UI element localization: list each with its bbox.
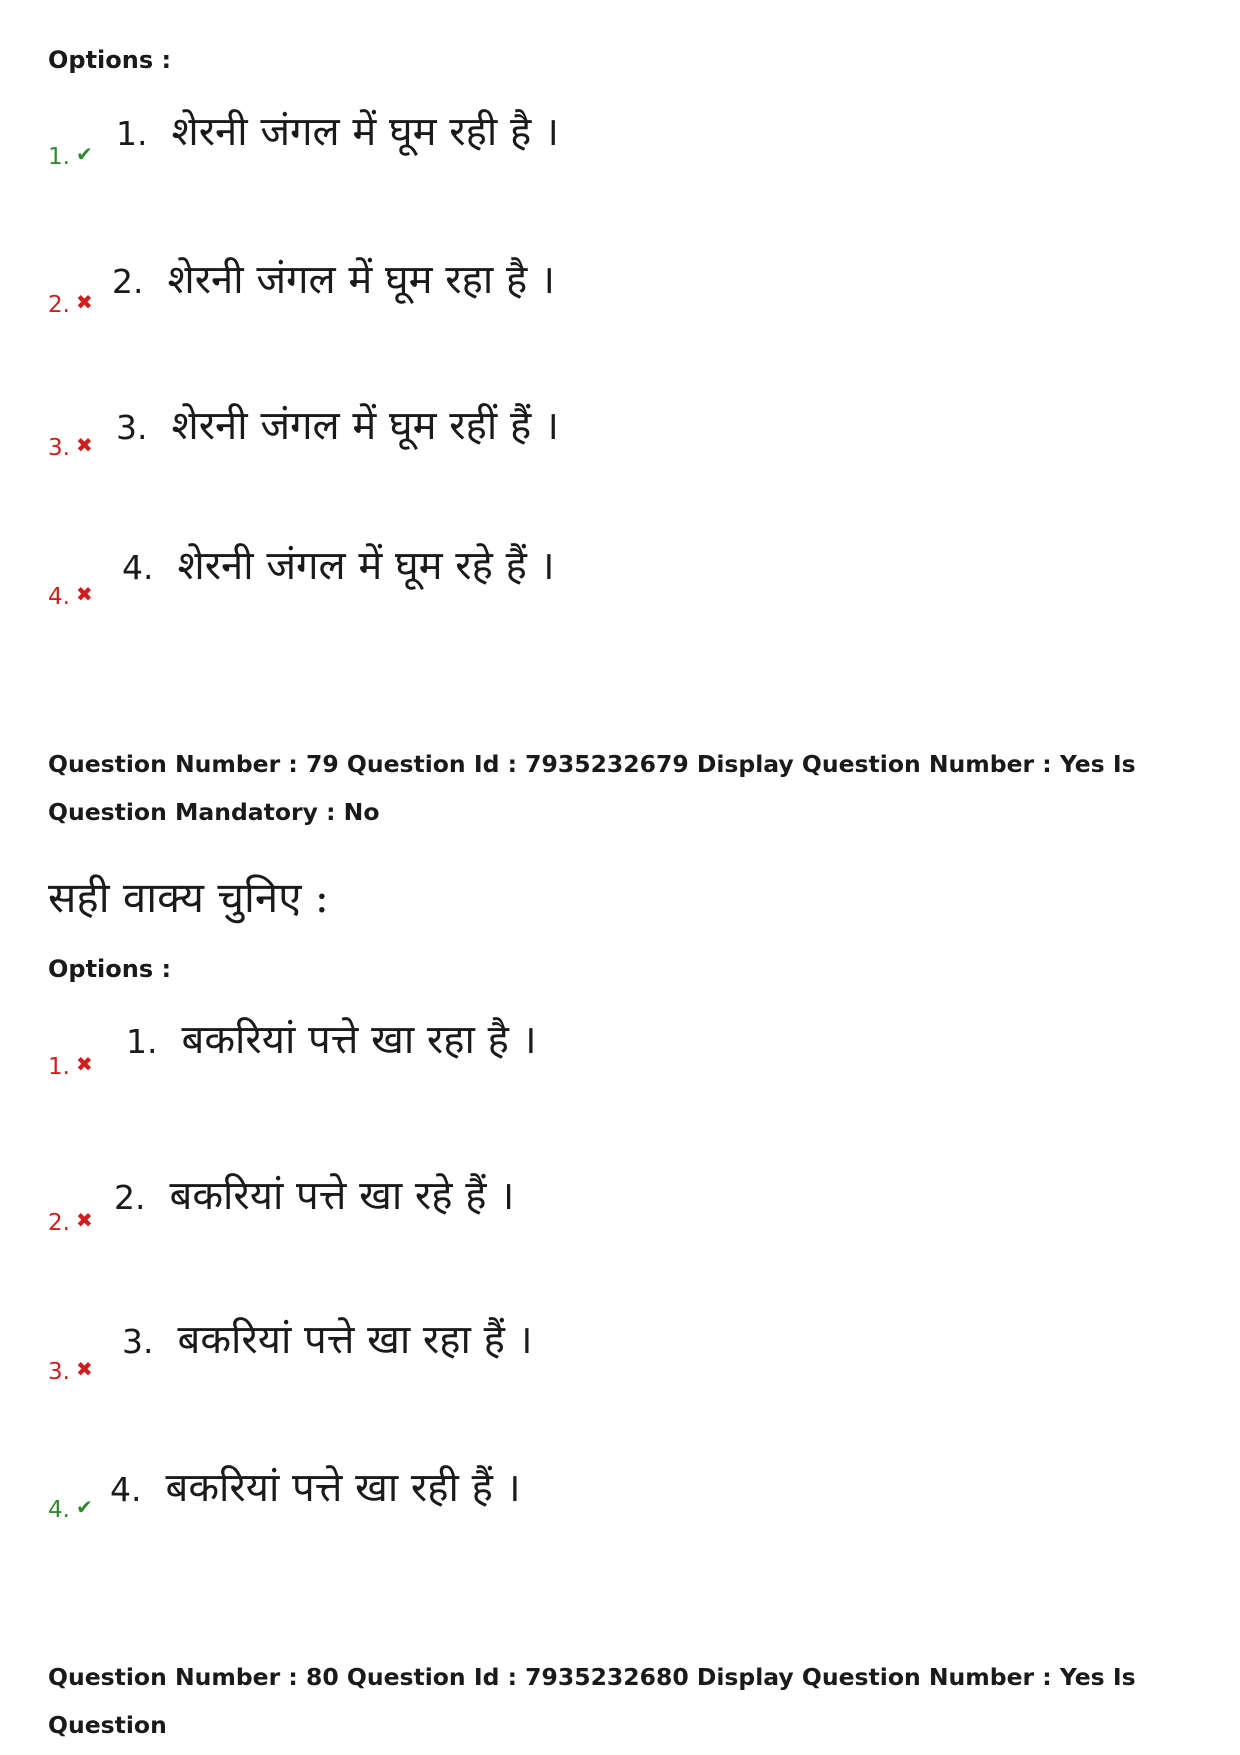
sentence-text: शेरनी जंगल में घूम रहा है । <box>167 257 556 303</box>
option-sentence <box>116 102 559 157</box>
option-marker <box>48 142 93 170</box>
sentence-number: 3. <box>116 408 148 447</box>
option-sentence <box>112 250 555 305</box>
sentence-number: 4. <box>122 548 154 587</box>
option-marker <box>48 582 93 610</box>
cross-icon: ✖ <box>75 1052 93 1076</box>
option-sentence <box>122 536 555 591</box>
sentence-text: शेरनी जंगल में घूम रहे हैं । <box>177 543 555 589</box>
sentence-text: शेरनी जंगल में घूम रहीं हैं । <box>171 403 560 449</box>
option-index: 4. <box>48 584 70 610</box>
sentence-number: 2. <box>112 262 144 301</box>
option-sentence <box>116 396 559 451</box>
option-sentence <box>114 1166 514 1221</box>
options-label: Options : <box>48 955 172 983</box>
option-marker <box>48 1495 93 1523</box>
option-index: 3. <box>48 435 70 461</box>
option-index: 1. <box>48 144 70 170</box>
question-prompt: सही वाक्य चुनिए : <box>48 873 329 922</box>
option-sentence <box>126 1010 537 1065</box>
option-sentence <box>122 1310 533 1365</box>
option-marker <box>48 433 93 461</box>
option-marker <box>48 1357 93 1385</box>
question-meta: Question Number : 79 Question Id : 7935232679 Display Question Number : Yes Is Question Mandatory : No <box>48 750 1136 826</box>
sentence-text: बकरियां पत्ते खा रहा हैं । <box>177 1317 533 1363</box>
sentence-number: 3. <box>122 1322 154 1361</box>
cross-icon: ✖ <box>75 290 93 314</box>
sentence-text: शेरनी जंगल में घूम रही है । <box>171 109 560 155</box>
options-label: Options : <box>48 46 172 74</box>
cross-icon: ✖ <box>75 433 93 457</box>
option-index: 4. <box>48 1497 70 1523</box>
sentence-text: बकरियां पत्ते खा रहा है । <box>181 1017 537 1063</box>
sentence-number: 1. <box>116 114 148 153</box>
option-marker <box>48 1208 93 1236</box>
check-icon: ✔ <box>75 142 93 166</box>
sentence-number: 2. <box>114 1178 146 1217</box>
check-icon: ✔ <box>75 1495 93 1519</box>
option-index: 1. <box>48 1054 70 1080</box>
option-marker <box>48 290 93 318</box>
option-sentence <box>110 1458 521 1513</box>
sentence-text: बकरियां पत्ते खा रही हैं । <box>165 1465 521 1511</box>
cross-icon: ✖ <box>75 1357 93 1381</box>
sentence-text: बकरियां पत्ते खा रहे हैं । <box>169 1173 515 1219</box>
option-index: 2. <box>48 292 70 318</box>
option-marker <box>48 1052 93 1080</box>
sentence-number: 1. <box>126 1022 158 1061</box>
question-meta: Question Number : 80 Question Id : 7935232680 Display Question Number : Yes Is Question <box>48 1663 1136 1739</box>
sentence-number: 4. <box>110 1470 142 1509</box>
cross-icon: ✖ <box>75 1208 93 1232</box>
cross-icon: ✖ <box>75 582 93 606</box>
option-index: 2. <box>48 1210 70 1236</box>
option-index: 3. <box>48 1359 70 1385</box>
